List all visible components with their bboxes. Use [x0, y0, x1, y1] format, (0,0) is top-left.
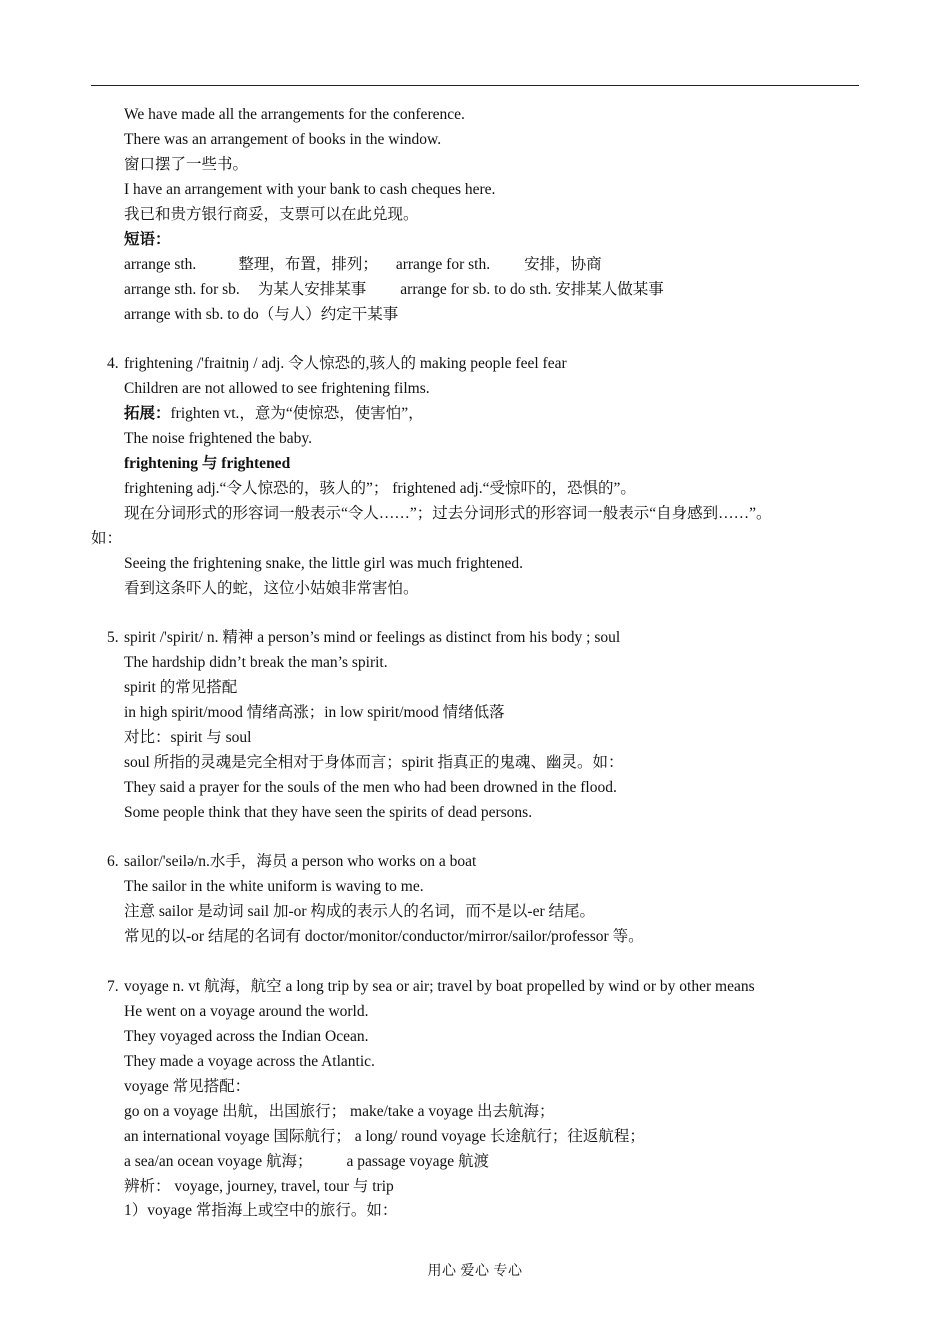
collocation-line: in high spirit/mood 情绪高涨；in low spirit/mood 情绪低落: [124, 704, 505, 721]
header-rule: [91, 85, 859, 86]
item-number: 5.: [107, 629, 119, 646]
example-sentence: I have an arrangement with your bank to cash cheques here.: [124, 181, 496, 198]
example-translation: 我已和贵方银行商妥，支票可以在此兑现。: [124, 206, 419, 223]
phrase-meaning: 为某人安排某事: [257, 281, 367, 298]
phrase-line: [124, 280, 664, 300]
definition-line: frightening adj.“令人惊恐的，骇人的”； frightened adj.“受惊吓的，恐惧的”。: [124, 480, 636, 497]
vocab-headword: sailor/'seilə/n.水手，海员 a person who works on a boat: [124, 853, 477, 870]
example-sentence: They made a voyage across the Atlantic.: [124, 1053, 375, 1070]
collocation-heading: voyage 常见搭配：: [124, 1078, 251, 1095]
explanation-line: 常见的以-or 结尾的名词有 doctor/monitor/conductor/mirror/sailor/professor 等。: [124, 928, 644, 945]
example-sentence: Children are not allowed to see frightening films.: [124, 380, 430, 397]
compare-heading: frightening 与 frightened: [124, 455, 291, 472]
collocation-line: [124, 1152, 489, 1172]
example-sentence: He went on a voyage around the world.: [124, 1003, 369, 1020]
vocab-headword: voyage n. vt 航海，航空 a long trip by sea or air; travel by boat propelled by wind or by other means: [124, 978, 755, 995]
explanation-line: 注意 sailor 是动词 sail 加-or 构成的表示人的名词，而不是以-er 结尾。: [124, 903, 595, 920]
example-sentence: They voyaged across the Indian Ocean.: [124, 1028, 369, 1045]
phrase-line: arrange with sb. to do（与人）约定干某事: [124, 306, 399, 323]
explanation-line: soul 所指的灵魂是完全相对于身体而言；spirit 指真正的鬼魂、幽灵。如：: [124, 754, 624, 771]
collocation-line: go on a voyage 出航，出国旅行； make/take a voyage 出去航海；: [124, 1103, 555, 1120]
example-sentence: We have made all the arrangements for the conference.: [124, 106, 465, 123]
page-footer: 用心 爱心 专心: [427, 1264, 523, 1279]
phrase: arrange for sth.: [395, 256, 491, 273]
phrase: arrange for sb. to do sth. 安排某人做某事: [400, 281, 664, 298]
compare-heading: 对比：spirit 与 soul: [124, 729, 252, 746]
explanation-line-wrap: 如：: [91, 530, 123, 547]
phrases-heading: 短语：: [124, 231, 171, 248]
extension-text: frighten vt.，意为“使惊恐，使害怕”，: [170, 405, 424, 422]
extension-line: [124, 404, 424, 424]
extension-label: 拓展：: [124, 405, 171, 422]
example-sentence: Some people think that they have seen the spirits of dead persons.: [124, 804, 533, 821]
explanation-line: 现在分词形式的形容词一般表示“令人……”；过去分词形式的形容词一般表示“自身感到……”。: [124, 505, 772, 522]
item-number: 7.: [107, 978, 119, 995]
phrase-meaning: 整理，布置，排列；: [238, 256, 378, 273]
vocab-headword: frightening /'fraitniŋ / adj. 令人惊恐的,骇人的 making people feel fear: [124, 355, 567, 372]
phrase-meaning: 安排，协商: [524, 256, 602, 273]
phrase: arrange sth. for sb.: [124, 281, 240, 298]
example-sentence: They said a prayer for the souls of the men who had been drowned in the flood.: [124, 779, 617, 796]
item-number: 6.: [107, 853, 119, 870]
collocation-heading: spirit 的常见搭配: [124, 679, 238, 696]
example-sentence: The hardship didn’t break the man’s spirit.: [124, 654, 388, 671]
example-sentence: There was an arrangement of books in the window.: [124, 131, 442, 148]
example-sentence: The noise frightened the baby.: [124, 430, 312, 447]
collocation: a sea/an ocean voyage 航海；: [124, 1153, 313, 1170]
phrase-line: [124, 255, 602, 275]
example-translation: 窗口摆了一些书。: [124, 156, 249, 173]
example-sentence: The sailor in the white uniform is waving to me.: [124, 878, 424, 895]
explanation-line: 1）voyage 常指海上或空中的旅行。如：: [124, 1202, 398, 1219]
collocation: a passage voyage 航渡: [346, 1153, 489, 1170]
vocab-headword: spirit /'spirit/ n. 精神 a person’s mind or feelings as distinct from his body ; soul: [124, 629, 621, 646]
example-sentence: Seeing the frightening snake, the little girl was much frightened.: [124, 555, 524, 572]
phrase: arrange sth.: [124, 256, 197, 273]
collocation-line: an international voyage 国际航行； a long/ round voyage 长途航行；往返航程；: [124, 1128, 645, 1145]
item-number: 4.: [107, 355, 119, 372]
compare-heading: 辨析： voyage, journey, travel, tour 与 trip: [124, 1178, 394, 1195]
example-translation: 看到这条吓人的蛇，这位小姑娘非常害怕。: [124, 580, 419, 597]
